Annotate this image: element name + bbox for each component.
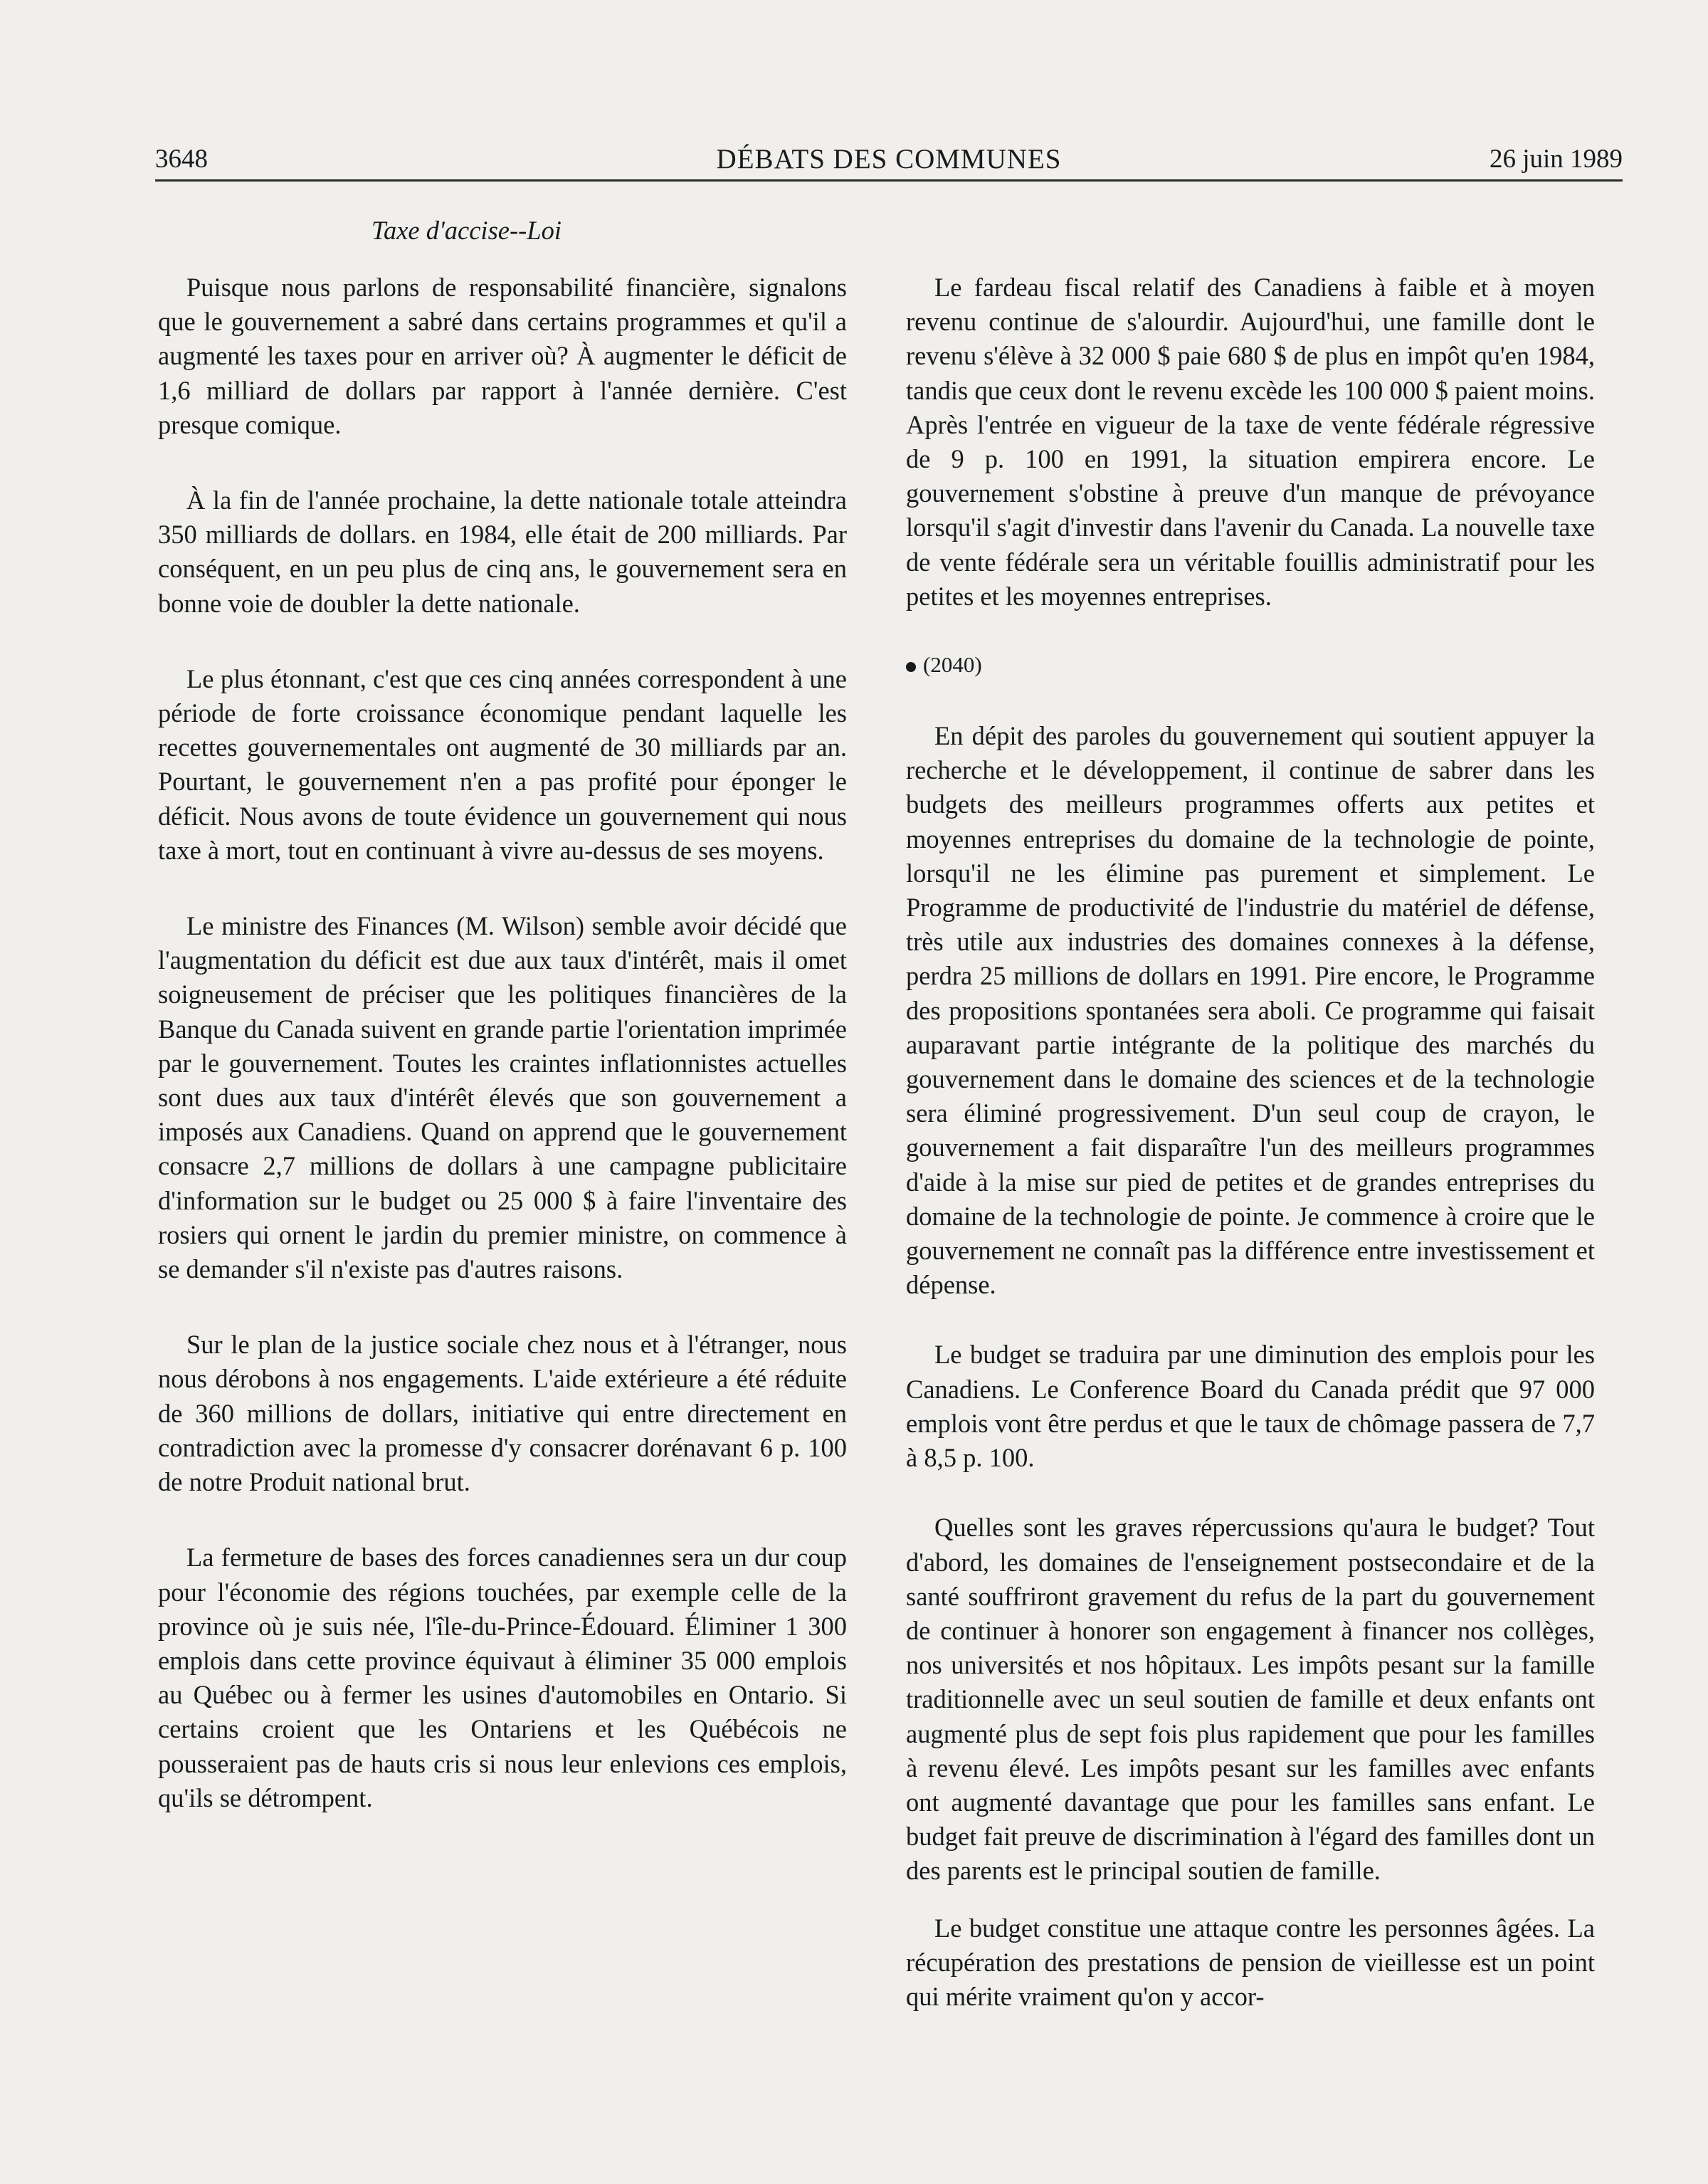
- paragraph: Puisque nous parlons de responsabilité financière, signalons que le gouvernement a sabré dans certains programmes et qu'il a augmenté les taxes pour en arriver où? À augmenter le déficit de 1,6 milliard de dollars par rapport à l'année dernière. C'est presque comique.: [158, 273, 847, 439]
- header-rule: [155, 179, 1623, 182]
- time-marker: [906, 651, 1595, 679]
- page-number: 3648: [155, 145, 208, 174]
- paragraph: Le budget se traduira par une diminution des emplois pour les Canadiens. Le Conference Board du Canada prédit que 97 000 emplois vont être perdus et que le taux de chômage passera de 7,7 à 8,5 p. 100.: [906, 1340, 1595, 1473]
- subject-heading: Taxe d'accise--Loi: [371, 216, 562, 245]
- paragraph: Le budget constitue une attaque contre les personnes âgées. La récupération des prestations de pension de vieillesse est un point qui mérite vraiment qu'on y accor-: [906, 1913, 1595, 2011]
- journal-title: DÉBATS DES COMMUNES: [716, 144, 1062, 174]
- paragraph: Sur le plan de la justice sociale chez nous et à l'étranger, nous nous dérobons à nos engagements. L'aide extérieure a été réduite de 360 millions de dollars, initiative qui entre directement en contradiction avec la promesse d'y consacrer dorénavant 6 p. 100 de notre Produit national brut.: [158, 1330, 847, 1497]
- paragraph: Le ministre des Finances (M. Wilson) semble avoir décidé que l'augmentation du déficit est due aux taux d'intérêt, mais il omet soigneusement de préciser que les politiques financières de la Banque du Canada suivent en grande partie l'orientation imprimée par le gouvernement. Toutes les craintes inflationnistes actuelles sont dues aux taux d'intérêt élevés que son gouvernement a imposés aux Canadiens. Quand on apprend que le gouvernement consacre 2,7 millions de dollars à une campagne publicitaire d'information sur le budget ou 25 000 $ à faire l'inventaire des rosiers qui ornent le jardin du premier ministre, on commence à se demander s'il n'existe pas d'autres raisons.: [158, 911, 847, 1284]
- left-column: [158, 214, 847, 1815]
- paragraph: Quelles sont les graves répercussions qu'aura le budget? Tout d'abord, les domaines de l'enseignement postsecondaire et de la santé souffriront gravement du refus de la part du gouvernement de continuer à honorer son engagement à financer nos collèges, nos universités et nos hôpitaux. Les impôts pesant sur la famille traditionnelle avec un seul soutien de famille et deux enfants ont augmenté plus de sept fois plus rapidement que pour les familles à revenu élevé. Les impôts pesant sur les familles avec enfants ont augmenté davantage que pour les familles sans enfant. Le budget fait preuve de discrimination à l'égard des familles dont un des parents est le principal soutien de famille.: [906, 1513, 1595, 1886]
- right-column: [906, 271, 1595, 2014]
- paragraph: À la fin de l'année prochaine, la dette nationale totale atteindra 350 milliards de dollars. en 1984, elle était de 200 milliards. Par conséquent, en un peu plus de cinq ans, le gouvernement sera en bonne voie de doubler la dette nationale.: [158, 485, 847, 618]
- paragraph: Le fardeau fiscal relatif des Canadiens à faible et à moyen revenu continue de s'alourdir. Aujourd'hui, une famille dont le revenu s'élève à 32 000 $ paie 680 $ de plus en impôt qu'en 1984, tandis que ceux dont le revenu excède les 100 000 $ paient moins. Après l'entrée en vigueur de la taxe de vente fédérale régressive de 9 p. 100 en 1991, la situation empirera encore. Le gouvernement s'obstine à preuve d'un manque de prévoyance lorsqu'il s'agit d'investir dans l'avenir du Canada. La nouvelle taxe de vente fédérale sera un véritable fouillis administratif pour les petites et les moyennes entreprises.: [906, 273, 1595, 611]
- time-marker-label: (2040): [923, 652, 982, 678]
- issue-date: 26 juin 1989: [1489, 145, 1623, 174]
- paragraph: La fermeture de bases des forces canadiennes sera un dur coup pour l'économie des régions touchées, par exemple celle de la province où je suis née, l'île-du-Prince-Édouard. Éliminer 1 300 emplois dans cette province équivaut à éliminer 35 000 emplois au Québec ou à fermer les usines d'automobiles en Ontario. Si certains croient que les Ontariens et les Québécois ne pousseraient pas de hauts cris si nous leur enlevions ces emplois, qu'ils se détrompent.: [158, 1543, 847, 1812]
- paragraph: Le plus étonnant, c'est que ces cinq années correspondent à une période de forte croissance économique pendant laquelle les recettes gouvernementales ont augmenté de 30 milliards par an. Pourtant, le gouvernement n'en a pas profité pour éponger le déficit. Nous avons de toute évidence un gouvernement qui nous taxe à mort, tout en continuant à vivre au-dessus de ses moyens.: [158, 663, 847, 865]
- paragraph: En dépit des paroles du gouvernement qui soutient appuyer la recherche et le développement, il continue de sabrer dans les budgets des meilleurs programmes offerts aux petites et moyennes entreprises du domaine de la technologie de pointe, lorsqu'il ne les élimine pas purement et simplement. Le Programme de productivité de l'industrie du matériel de défense, très utile aux industries des domaines connexes à la défense, perdra 25 millions de dollars en 1991. Pire encore, le Programme des propositions spontanées sera aboli. Ce programme qui faisait auparavant partie intégrante de la politique des marchés du gouvernement dans le domaine des sciences et de la technologie sera éliminé progressivement. D'un seul coup de crayon, le gouvernement a fait disparaître l'un des meilleurs programmes d'aide à la mise sur pied de petites et de grandes entreprises du domaine de la technologie de pointe. Je commence à croire que le gouvernement ne connaît pas la différence entre investissement et dépense.: [906, 721, 1595, 1300]
- bullet-icon: [906, 662, 916, 672]
- page-header: [155, 140, 1623, 179]
